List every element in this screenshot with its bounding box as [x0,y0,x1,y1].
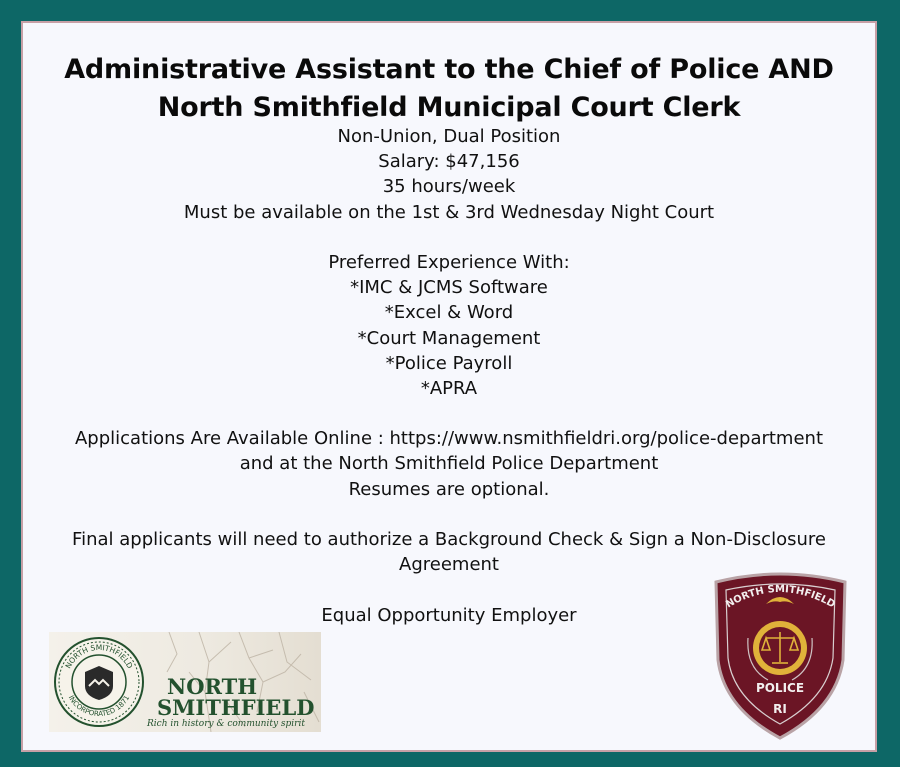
equal-opportunity: Equal Opportunity Employer [321,604,577,626]
experience-item: *Police Payroll [385,352,513,374]
seal-top-text: NORTH SMITHFIELD [63,642,135,670]
job-title-line-1: Administrative Assistant to the Chief of Police AND [64,54,834,85]
job-details [23,124,875,628]
availability: Must be available on the 1st & 3rd Wednesday Night Court [183,201,715,223]
applications-in-person: and at the North Smithfield Police Department [239,453,659,475]
badge-police-text: POLICE [755,681,805,695]
badge-state-text: RI [773,702,787,716]
spacer [23,401,875,426]
experience-item: *APRA [420,377,478,399]
spacer [23,502,875,527]
seal-bottom-text: INCORPORATED 1871 [66,694,132,719]
experience-heading: Preferred Experience With: [328,251,570,273]
north-smithfield-logo [49,632,321,732]
applications-online: Applications Are Available Online : https://www.nsmithfieldri.org/police-department [74,428,824,450]
position-type: Non-Union, Dual Position [337,126,561,147]
job-title [23,51,875,127]
town-name-line-2: SMITHFIELD [157,695,315,720]
badge-top-text: NORTH SMITHFIELD [724,583,837,611]
experience-item: *Excel & Word [384,302,514,324]
town-name-line-1: NORTH [167,674,258,699]
experience-item: *IMC & JCMS Software [350,277,548,299]
town-tagline: Rich in history & community spirit [147,719,305,729]
town-seal-icon [53,636,145,728]
job-posting-card [21,21,877,752]
experience-item: *Court Management [357,327,541,349]
resumes-note: Resumes are optional. [348,478,550,500]
background-check-line-1: Final applicants will need to authorize a Background Check & Sign a Non-Disclosure [72,529,826,550]
background-check-line-2: Agreement [399,554,499,576]
police-badge-icon [712,568,849,740]
salary: Salary: $47,156 [378,151,520,173]
spacer [23,225,875,250]
hours: 35 hours/week [382,176,516,198]
job-title-line-2: North Smithfield Municipal Court Clerk [157,92,741,123]
